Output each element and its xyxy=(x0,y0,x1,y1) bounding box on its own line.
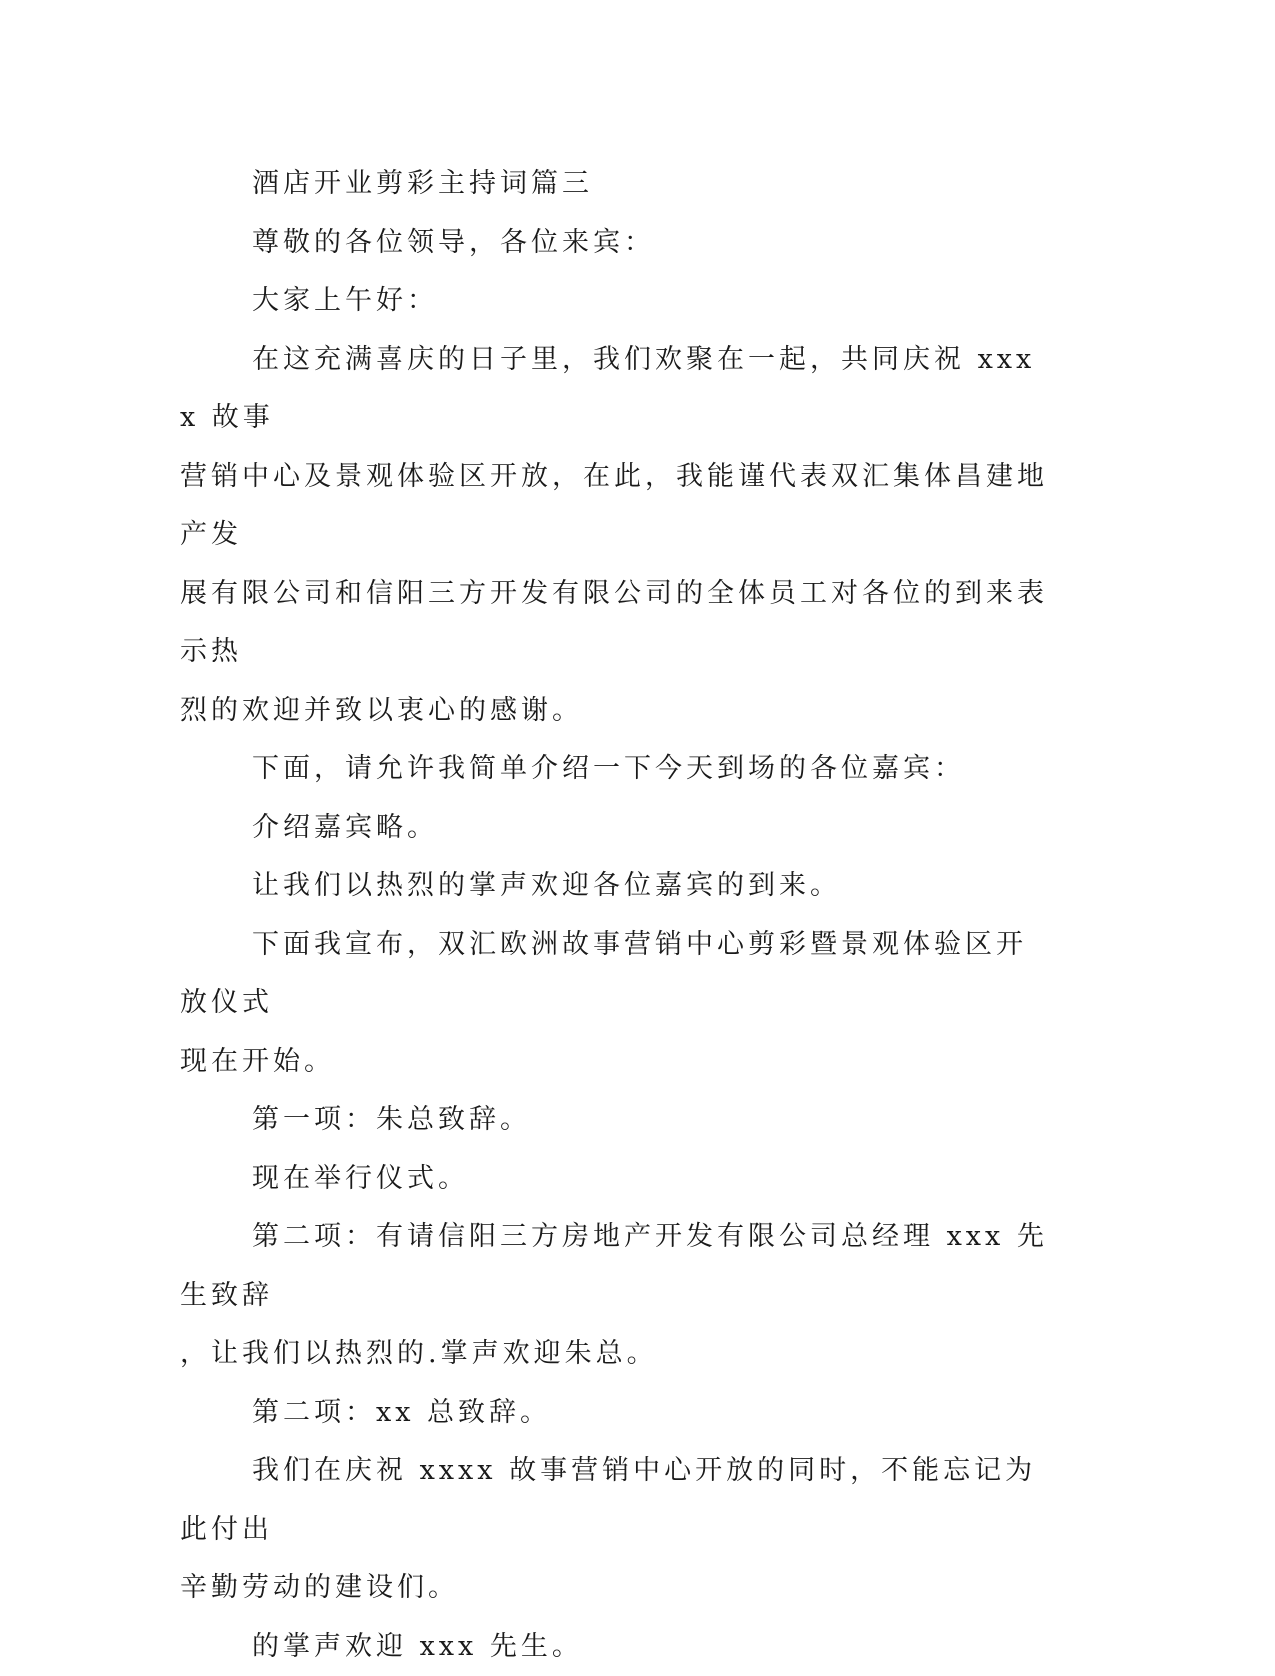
welcome-paragraph: 在这充满喜庆的日子里，我们欢聚在一起，共同庆祝 xxxx 故事 营销中心及景观体验区开放，在此，我能谨代表双汇集体昌建地产发 展有限公司和信阳三方开发有限公司的全体员工对各位的到来表示热 烈的欢迎并致以衷心的感谢。 xyxy=(180,331,1050,741)
greeting-paragraph: 大家上午好： xyxy=(180,272,1050,331)
closing-paragraph: 的掌声欢迎 xxx 先生。 xyxy=(180,1618,1050,1676)
guest-intro-omitted-paragraph: 介绍嘉宾略。 xyxy=(180,799,1050,858)
item-two-paragraph: 第二项：有请信阳三方房地产开发有限公司总经理 xxx 先生致辞 ，让我们以热烈的.掌声欢迎朱总。 xyxy=(180,1208,1050,1384)
guest-intro-paragraph: 下面，请允许我简单介绍一下今天到场的各位嘉宾： xyxy=(180,740,1050,799)
document-body xyxy=(180,155,1050,1676)
document-title: 酒店开业剪彩主持词篇三 xyxy=(180,155,1050,214)
applause-paragraph: 让我们以热烈的掌声欢迎各位嘉宾的到来。 xyxy=(180,857,1050,916)
salutation-paragraph: 尊敬的各位领导，各位来宾： xyxy=(180,214,1050,273)
item-one-paragraph: 第一项：朱总致辞。 xyxy=(180,1091,1050,1150)
item-two-speech-paragraph: 第二项：xx 总致辞。 xyxy=(180,1384,1050,1443)
ceremony-start-paragraph: 下面我宣布，双汇欧洲故事营销中心剪彩暨景观体验区开放仪式 现在开始。 xyxy=(180,916,1050,1092)
builders-paragraph: 我们在庆祝 xxxx 故事营销中心开放的同时，不能忘记为此付出 辛勤劳动的建设们。 xyxy=(180,1442,1050,1618)
ceremony-now-paragraph: 现在举行仪式。 xyxy=(180,1150,1050,1209)
